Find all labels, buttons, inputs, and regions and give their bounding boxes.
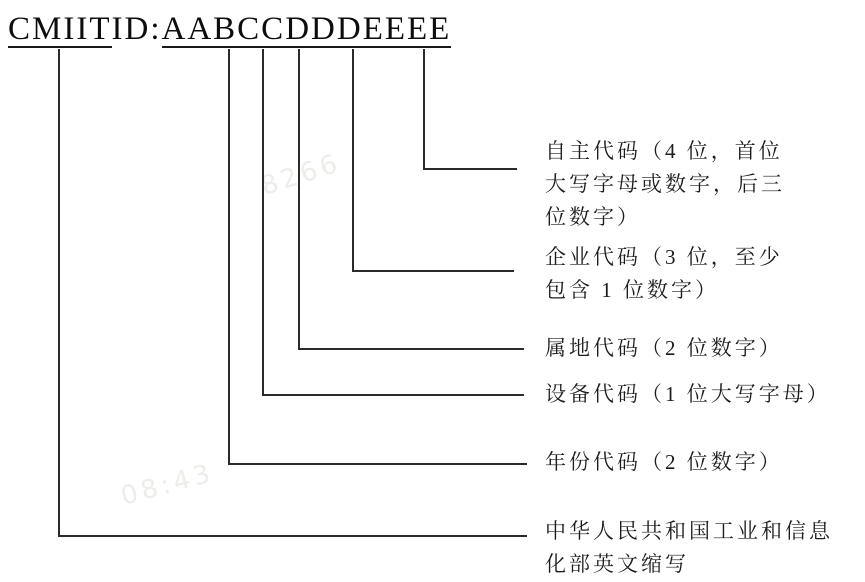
label-line: 大写字母或数字，后三	[545, 172, 785, 196]
label-year-code	[545, 446, 783, 479]
title-cmiit: CMIIT	[8, 11, 112, 47]
scan-artifact: 08:43	[117, 458, 218, 512]
label-line: 自主代码（4 位，首位	[545, 139, 783, 163]
label-self-code	[545, 135, 785, 234]
label-territory-code	[545, 332, 783, 365]
label-line: 包含 1 位数字）	[545, 278, 719, 302]
connector-self-code	[423, 49, 517, 170]
label-line: 属地代码（2 位数字）	[545, 336, 783, 360]
label-line: 中华人民共和国工业和信息	[545, 519, 833, 543]
label-device-code	[545, 378, 831, 411]
title-id-label: ID:	[111, 11, 162, 47]
label-line: 年份代码（2 位数字）	[545, 450, 783, 474]
label-line: 企业代码（3 位，至少	[545, 245, 783, 269]
label-line: 位数字）	[545, 205, 641, 229]
page-title	[8, 13, 451, 48]
label-line: 化部英文缩写	[545, 552, 689, 576]
title-id-string: AABCCDDDEEEE	[161, 11, 452, 47]
label-enterprise-code	[545, 241, 783, 307]
scan-artifact: 8266	[257, 148, 345, 202]
label-ministry-abbreviation	[545, 515, 833, 581]
label-line: 设备代码（1 位大写字母）	[545, 382, 831, 406]
